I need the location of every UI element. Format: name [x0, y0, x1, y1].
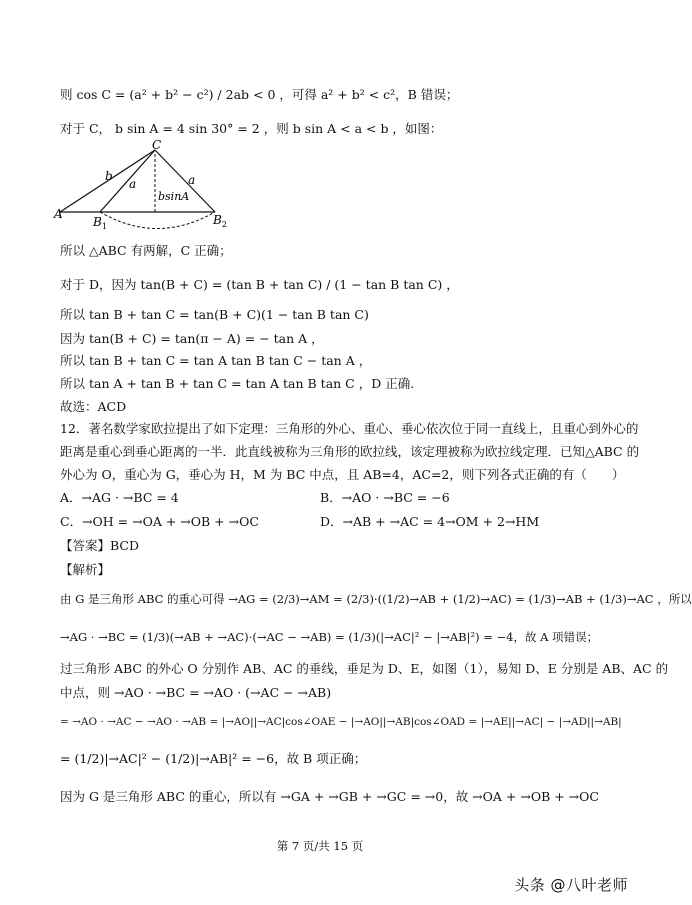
text-line-tan-identity: 所以 tan A + tan B + tan C = tan A tan B tan C ，D 正确. [60, 376, 415, 391]
option-c: C．→OH = →OA + →OB + →OC [60, 514, 259, 529]
label-bsina: bsinA [158, 190, 190, 203]
text-line-case-c: 对于 C， b sin A = 4 sin 30° = 2 ，则 b sin A < a < b ，如图： [60, 121, 443, 136]
text-line-two-solutions: 所以 △ABC 有两解，C 正确； [60, 243, 232, 258]
arc [100, 212, 215, 229]
question-12-line-3: 外心为 O，重心为 G，垂心为 H，M 为 BC 中点，且 AB=4，AC=2，则下列各式正确的有（ ） [60, 467, 625, 482]
page-footer: 第 7 页/共 15 页 [276, 839, 364, 853]
answer-label: 【答案】BCD [60, 538, 140, 553]
triangle-figure [55, 140, 245, 230]
text-line-tan-product: 所以 tan B + tan C = tan A tan B tan C − tan A ， [60, 353, 372, 368]
option-b: B．→AO · →BC = −6 [320, 490, 450, 505]
question-12-line-2: 距离是重心到垂心距离的一半．此直线被称为三角形的欧拉线，该定理被称为欧拉线定理．已知△ABC 的 [60, 444, 640, 459]
label-side-a-right: a [188, 173, 196, 187]
watermark: 头条 @八叶老师 [514, 876, 628, 894]
question-12-line-1: 12．著名数学家欧拉提出了如下定理：三角形的外心、重心、垂心依次位于同一直线上，且重心到外心的 [60, 421, 639, 436]
solution-line-2: →AG · →BC = (1/3)(→AB + →AC)·(→AC − →AB) = (1/3)(|→AC|² − |→AB|²) = −4，故 A 项错误； [60, 630, 599, 644]
text-line-cos-c: 则 cos C = (a² + b² − c²) / 2ab < 0 ，可得 a² + b² < c²，B 错误； [60, 87, 459, 102]
solution-line-1: 由 G 是三角形 ABC 的重心可得 →AG = (2/3)→AM = (2/3)·((1/2)→AB + (1/2)→AC) = (1/3)→AB + (1/3)→AC ，所以 [60, 592, 692, 606]
solution-line-3: 过三角形 ABC 的外心 O 分别作 AB、AC 的垂线，垂足为 D、E，如图（1），易知 D、E 分别是 AB、AC 的 [60, 661, 669, 676]
solution-line-4: 中点，则 →AO · →BC = →AO · (→AC − →AB) [60, 685, 332, 700]
text-line-choice: 故选：ACD [60, 399, 127, 414]
label-side-a-left: a [129, 177, 137, 191]
solution-line-5: = →AO · →AC − →AO · →AB = |→AO||→AC|cos∠OAE − |→AO||→AB|cos∠OAD = |→AE||→AC| − |→AD||→AB| [60, 716, 622, 728]
option-a: A．→AG · →BC = 4 [60, 490, 179, 505]
option-d: D．→AB + →AC = 4→OM + 2→HM [320, 514, 540, 529]
label-b2: $B_2$ [213, 213, 227, 229]
label-a-vertex: A [54, 207, 63, 221]
text-line-case-d: 对于 D，因为 tan(B + C) = (tan B + tan C) / (1 − tan B tan C) ， [60, 277, 459, 292]
label-c: C [152, 138, 162, 152]
analysis-label: 【解析】 [60, 562, 111, 577]
text-line-tan-pi: 因为 tan(B + C) = tan(π − A) = − tan A ， [60, 331, 324, 346]
solution-line-7: 因为 G 是三角形 ABC 的重心，所以有 →GA + →GB + →GC = →0，故 →OA + →OB + →OC [60, 789, 599, 804]
label-side-b: b [105, 169, 113, 183]
label-b1: $B_1$ [93, 215, 107, 231]
solution-line-6: = (1/2)|→AC|² − (1/2)|→AB|² = −6，故 B 项正确； [60, 751, 367, 766]
text-line-tan-sum: 所以 tan B + tan C = tan(B + C)(1 − tan B tan C) [60, 307, 369, 322]
